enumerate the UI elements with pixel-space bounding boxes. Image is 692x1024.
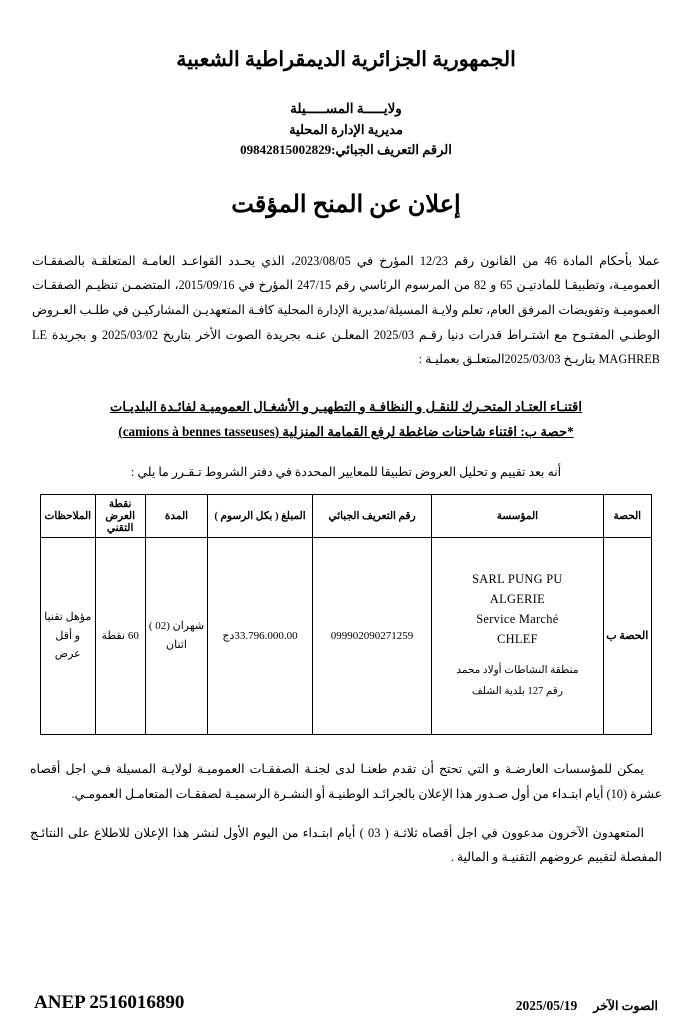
page-title: إعلان عن المنح المؤقت <box>231 191 461 218</box>
cell-lot: الحصة ب <box>603 537 651 734</box>
tax-id-label: الرقم التعريف الجبائي:09842815002829 <box>240 141 452 157</box>
cell-amount: 33.796.000.00دج <box>208 537 313 734</box>
subject-line-primary: اقتنـاء العتـاد المتحـرك للنقـل و النظافـة و التطهيـر و الأشغـال العموميـة لفائـدة البلديـات <box>109 398 583 414</box>
document-footer <box>0 992 692 1014</box>
cell-technical-score: 60 نقطة <box>95 537 145 734</box>
company-name-line-1: SARL PUNG PU <box>472 572 563 587</box>
disclosure-paragraph: المتعهدون الآخرون مدعوون في اجل أقصاه ثلاثـة ( 03 ) أيام ابتـداء من اليوم الأول لنشر هذا الإعلان للاطلاع على النتائـج المفصلة لتقييم عروضهم التقنيـة و المالية . <box>30 825 662 865</box>
th-duration: المدة <box>145 494 207 537</box>
anep-reference: ANEP 2516016890 <box>34 992 185 1013</box>
issuer-block <box>30 99 662 160</box>
th-amount: المبلغ ( بكل الرسوم ) <box>208 494 313 537</box>
newspaper-name: الصوت الآخر <box>593 999 658 1013</box>
legal-basis-paragraph: عملا بأحكام المادة 46 من القانون رقم 12/23 المؤرخ في 2023/08/05، الذي يحـدد القواعـد العامـة المتعلقـة بالصفقـات العموميـة، وتطبيقـا للمادتيـن 65 و 82 من المرسوم الرئاسي رقم 247/15 المؤرخ في 2015/09/16، المتضمـن تنظيـم الصفقـات العموميـة وتفويضات المرفق العام، تعلم ولايـة المسيلة/مديرية الإدارة المحلية كافـة المتعهديـن المشاركيـن في طلـب العـروض الوطنـي المفتـوح مع اشتـراط قدرات دنيا رقـم 2025/03 المعلـن عنـه بجريدة الصوت الأخر بتاريخ 2025/03/02 و بجريدة LE MAGHREB بتاريـخ 2025/03/03المتعلـق بعمليـة : <box>32 253 661 367</box>
th-lot: الحصة <box>603 494 651 537</box>
subject-line-lot: *حصة ب: اقتناء شاحنات ضاغطة لرفع القمامة المنزلية (camions à bennes tasseuses) <box>118 423 574 439</box>
table-header-row <box>41 494 652 537</box>
th-company: المؤسسة <box>432 494 603 537</box>
company-address-line-2: رقم 127 بلدية الشلف <box>471 685 563 697</box>
subject-block <box>30 394 662 444</box>
th-technical-score: نقطة العرض التقني <box>95 494 145 537</box>
directorate-name: مديرية الإدارة المحلية <box>289 121 403 137</box>
publication-date: 2025/05/19 <box>515 998 578 1013</box>
appeal-paragraph: يمكن للمؤسسات العارضـة و التي تحتج أن تقدم طعنـا لدى لجنـة الصفقـات العموميـة لولايـة المسيلة فـي اجل أقصاه عشرة (10) أيام ابتـداء من أول صـدور هذا الإعلان بالجرائـد الوطنيـة أو النشـرة الرسميـة لصفقـات المتعامـل العمومـي. <box>30 761 662 801</box>
publication-info <box>516 998 658 1014</box>
th-notes: الملاحظات <box>41 494 96 537</box>
company-address-line-1: منطقة النشاطات أولاد محمد <box>456 664 579 676</box>
appeal-notes <box>30 757 662 870</box>
table-row <box>41 537 652 734</box>
wilaya-name: ولايـــــة المســـــيلة <box>290 100 402 116</box>
company-name-line-4: CHLEF <box>497 631 538 646</box>
company-name-line-2: ALGERIE <box>489 592 545 607</box>
award-results-table <box>40 494 652 735</box>
cell-tax-id: 099902090271259 <box>312 537 431 734</box>
evaluation-lead-line: أنه بعد تقييم و تحليل العروض تطبيقا للمعايير المحددة في دفتر الشروط تـقـرر ما يلي : <box>130 464 562 479</box>
cell-company <box>432 537 603 734</box>
cell-notes: مؤهل تقنيا و أقل عرض <box>41 537 96 734</box>
company-name-line-3: Service Marché <box>476 612 559 627</box>
national-title: الجمهورية الجزائرية الديمقراطية الشعبية <box>176 49 516 71</box>
cell-duration: شهران (02 ) اثنان <box>145 537 207 734</box>
th-tax-id: رقم التعريف الجبائي <box>312 494 431 537</box>
